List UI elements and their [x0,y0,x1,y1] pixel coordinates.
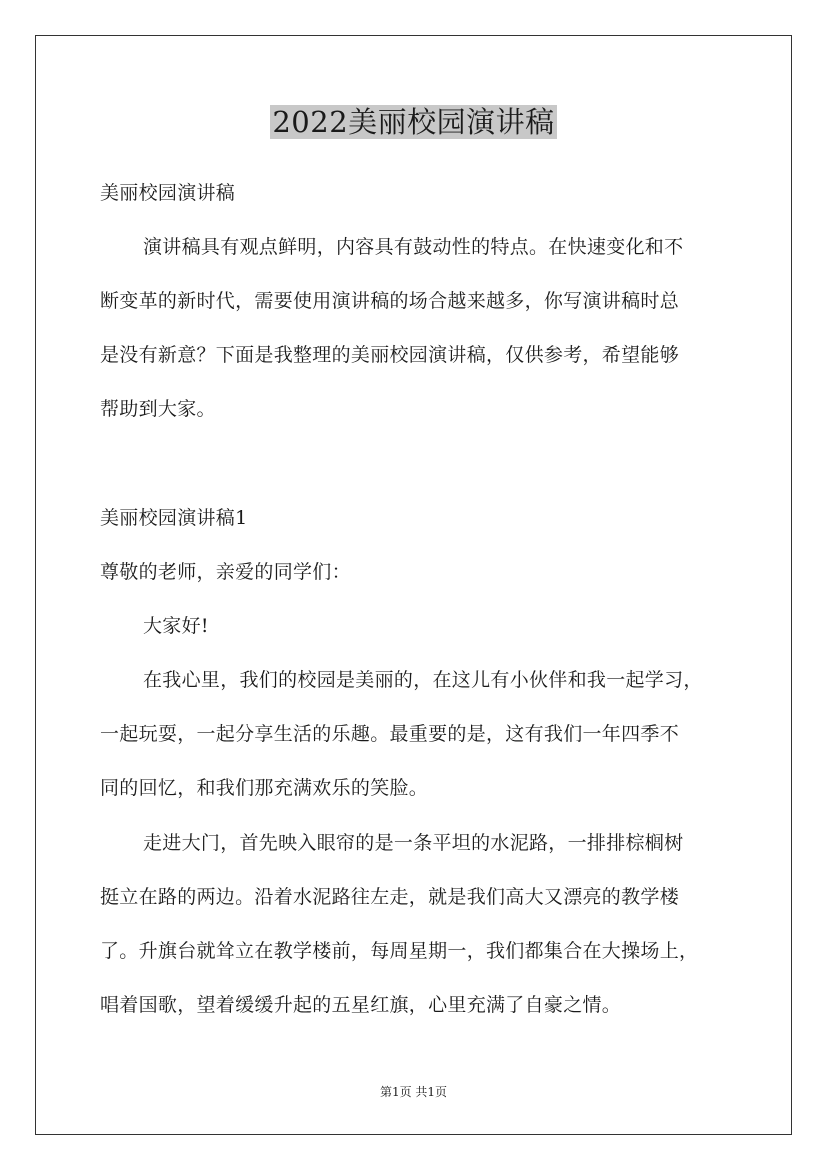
paragraph-line: 帮助到大家。 [100,398,216,420]
paragraph-line: 同的回忆，和我们那充满欢乐的笑脸。 [100,777,429,799]
paragraph-line: 挺立在路的两边。沿着水泥路往左走，就是我们高大又漂亮的教学楼 [100,886,680,908]
paragraph-line: 唱着国歌，望着缓缓升起的五星红旗，心里充满了自豪之情。 [100,994,622,1016]
paragraph-line: 了。升旗台就耸立在教学楼前，每周星期一，我们都集合在大操场上， [100,940,699,962]
document-title-text: 2022美丽校园演讲稿 [272,105,555,139]
greeting-line: 大家好! [143,615,209,637]
paragraph-line: 演讲稿具有观点鲜明，内容具有鼓动性的特点。在快速变化和不 [143,236,684,258]
page-number-footer: 第1页 共1页 [379,1085,448,1099]
paragraph-line: 一起玩耍，一起分享生活的乐趣。最重要的是，这有我们一年四季不 [100,723,680,745]
greeting-line: 尊敬的老师，亲爱的同学们： [100,561,351,583]
paragraph-line: 断变革的新时代，需要使用演讲稿的场合越来越多，你写演讲稿时总 [100,290,680,312]
document-title [0,102,827,142]
paragraph-line: 走进大门，首先映入眼帘的是一条平坦的水泥路，一排排棕榈树 [143,832,684,854]
paragraph-line: 是没有新意？下面是我整理的美丽校园演讲稿，仅供参考，希望能够 [100,344,680,366]
section-heading: 美丽校园演讲稿1 [100,507,248,529]
doc-subtitle: 美丽校园演讲稿 [100,182,236,204]
paragraph-line: 在我心里，我们的校园是美丽的，在这儿有小伙伴和我一起学习， [143,669,703,691]
